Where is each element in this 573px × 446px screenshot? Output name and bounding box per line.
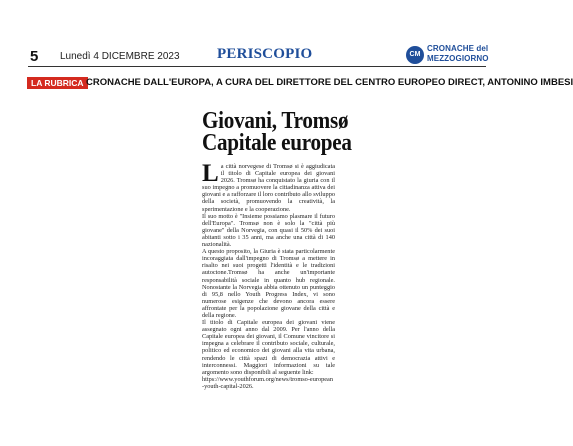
paragraph-1-text: a città norvegese di Tromsø si è aggiudicata il titolo di Capitale europea dei giovani 2026. Tromsø ha conquistato la giuria con il suo impegno a promuovere la cittadinanza attiva dei giovani e a rafforzare il loro contributo allo sviluppo della società, promuovendo la creatività, la sperimentazione e la cooperazione. (202, 163, 335, 213)
article-paragraph-2: Il suo motto è "Insieme possiamo plasmare il futuro dell'Europa". Tromsø non è solo la "città più giovane" della Norvegia, con quasi il 50% dei suoi abitanti sotto i 35 anni, ma anche una città di 140 nazionalità. (202, 212, 335, 249)
title-line-1: Giovani, Tromsø (202, 108, 349, 134)
article-link: https://www.youthforum.org/news/tromso-european-youth-capital-2026. (202, 375, 333, 390)
rubrica-bar (0, 77, 573, 89)
logo-badge-icon: CM (406, 46, 424, 64)
article-paragraph-3: A questo proposito, la Giuria è stata particolarmente incoraggiata dall'impegno di Tromsø a mettere in risalto nei suoi progetti l'identità e le tradizioni autoctone.Tromsø ha anche un'importante responsabilità sociale in quanto hub regionale. Nonostante la Norvegia abbia ottenuto un punteggio di 95,8 nello Youth Progress Index, vi sono numerose esigenze che devono ancora essere affrontate per la popolazione giovane della città e della regione. (202, 248, 335, 319)
article-paragraph-1 (202, 160, 335, 213)
article-body (202, 160, 335, 390)
rubrica-text: CRONACHE DALL'EUROPA, A CURA DEL DIRETTORE DEL CENTRO EUROPEO DIRECT, ANTONINO IMBESI (86, 77, 573, 88)
logo-text-line1: CRONACHE del (427, 44, 489, 53)
drop-cap: L (202, 160, 219, 187)
rubrica-tag: LA RUBRICA (27, 77, 88, 89)
page-number: 5 (30, 48, 39, 65)
section-title: PERISCOPIO (217, 46, 313, 62)
page-header (0, 0, 504, 74)
header-divider (28, 66, 486, 67)
logo-text-line2: MEZZOGIORNO (427, 54, 489, 63)
newspaper-logo (406, 44, 489, 66)
issue-date: Lunedì 4 DICEMBRE 2023 (60, 51, 180, 62)
title-line-2: Capitale europea (202, 130, 352, 156)
article-title (202, 110, 360, 154)
article-paragraph-4: Il titolo di Capitale europea dei giovani viene assegnato ogni anno dal 2009. Per l'anno della Capitale europea dei giovani, il Comune vincitore si impegna a celebrare il contributo sociale, culturale, politico ed economico dei giovani alla vita urbana, rendendo le città spazi di democrazia attivi e interconnessi. Maggiori informazioni su tale argomento sono disponibili al seguente link: (202, 319, 335, 376)
